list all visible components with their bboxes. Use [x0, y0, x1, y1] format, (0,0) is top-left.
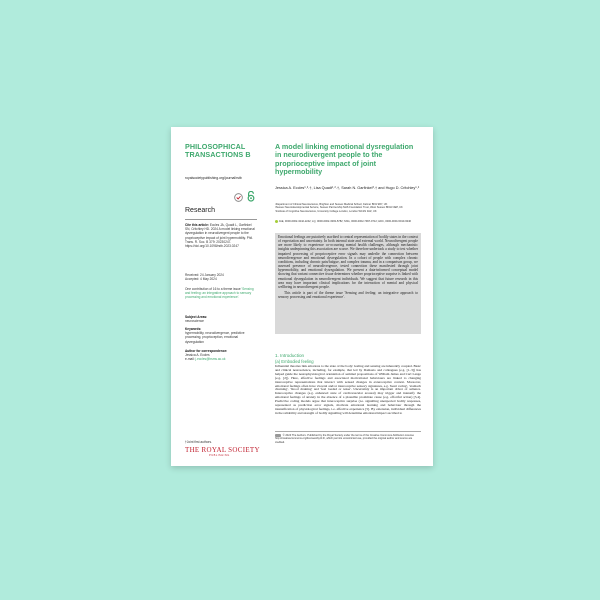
journal-url[interactable]: royalsocietypublishing.org/journal/rstb — [185, 176, 242, 180]
section-type: Research — [185, 207, 215, 214]
journal-title — [185, 143, 257, 159]
license-text: © 2024 The Authors. Published by the Royal Society under the terms of the Creative Commons Attribution License http://creativecommons.org/licenses/by/4.0/, which permits unrestricted use, provided the original author and source are credited. — [275, 434, 414, 444]
author-list: Jessica A. Eccles¹˒²˒†, Lisa Quadt¹˒²˒†, Sarah N. Garfinkel³˒† and Hugo D. Critchley¹˒² — [275, 186, 420, 190]
publisher-logo-sub: PUBLISHING — [209, 454, 230, 457]
correspondence-block — [185, 349, 257, 362]
correspondence-email-row — [185, 357, 257, 361]
section-heading: 1. Introduction — [275, 353, 305, 358]
orcid-icon — [275, 220, 278, 223]
affiliation-3: ³Institute of Cognitive Neuroscience, University College London, London WC1N 3AZ, UK — [275, 209, 377, 213]
theme-issue-link[interactable]: 'Sensing and feeling: an integrative approach to sensory processing and emotional experience'. — [185, 287, 254, 300]
cite-text: Eccles JA, Quadt L, Garfinkel SN, Critchley HD. 2024 A model linking emotional dysregulation in neurodivergent people to the proprioceptive impact of joint hypermobility. Phil. Trans. R. Soc. B 379: 20230247. https://doi.org/10.1098/rstb.2023.0247 — [185, 223, 255, 249]
email-prefix: e-mail: — [185, 357, 195, 362]
affiliations — [275, 203, 423, 213]
received-date: Received: 24 January 2024 — [185, 273, 224, 277]
left-column — [185, 142, 257, 362]
keywords-value: hypermobility, neurodivergence, predictive processing, proprioception, emotional dysregulation — [185, 331, 245, 344]
correspondence-email[interactable]: j.eccles@bsms.ac.uk — [195, 357, 226, 362]
crossmark-icon[interactable] — [234, 193, 243, 202]
license-block — [275, 431, 421, 444]
divider — [185, 219, 257, 220]
article-page — [171, 127, 433, 466]
subsection-heading: (a) Embodied feeling — [275, 359, 314, 364]
orcid-ids[interactable]: JAE, 0000-0002-3242-2242; LQ, 0000-0002-3393-5782; SNG, 0000-0002-7997-9712; HDC, 0000-0001-5910-9346 — [278, 220, 411, 224]
keywords-block — [185, 327, 257, 344]
keywords-label: Keywords: — [185, 327, 202, 331]
subject-value: neuroscience — [185, 319, 204, 324]
contribution-intro: One contribution of 16 to a theme issue — [185, 287, 241, 291]
open-access-icon — [247, 191, 255, 202]
orcid-list — [275, 220, 425, 224]
correspondence-label: Author for correspondence: — [185, 349, 228, 353]
abstract-box — [275, 233, 421, 334]
accepted-date: Accepted: 4 May 2024 — [185, 277, 217, 282]
affiliation-1: ¹Department of Clinical Neuroscience, Brighton and Sussex Medical School, Falmer BN1 9RY, UK — [275, 203, 388, 206]
abstract-theme-note: This article is part of the theme issue 'Sensing and feeling: an integrative approach to sensory processing and emotional experience'. — [278, 290, 418, 299]
affiliation-2: ²Sussex Neurodevelopmental Service, Sussex Partnership NHS Foundation Trust, West Sussex BN13 3EP, UK — [275, 206, 403, 210]
theme-issue-block — [185, 287, 257, 300]
dates-block — [185, 273, 257, 281]
joint-authors-footnote: †Joint first authors. — [185, 440, 212, 444]
cite-label: Cite this article: — [185, 223, 209, 227]
article-title: A model linking emotional dysregulation in neurodivergent people to the proprioceptive impact of joint hypermobility — [275, 142, 414, 177]
subject-block — [185, 315, 257, 323]
abstract-text: Emotional feelings are putatively ascribed to central representation of bodily states in the context of expectation and uncertainty. In both internal state and external world. Neurodivergent people are more likely to experience co-occurring mental health challenges, although mechanistic insights underpinning this association are scarce. We therefore undertook a study to test whether impaired processing of proprioceptive error signals may underlie the connection between neurodivergence and emotional dysregulation. In a cohort of people with complex chronic conditions, including chronic pain/fatigue, and complex trauma, and in a comparison group, we assessed presence of neurodivergence, tested connection these manifested through joint hypermobility, and emotional dysregulation. We present a data-informed conceptual model showing that variant connective tissue determines whether proprioceptive surprise is linked with emotional dysregulation in neurodivergent individuals. We suggest that future research in this area may have important clinical implications for the interaction of mental and physical wellbeing in neurodivergent people. — [278, 235, 418, 289]
journal-title-line-1: PHILOSOPHICAL — [185, 142, 246, 151]
body-text: Influential theories link emotions to the state of the body: feeling and sensing are inherently coupled. Basic and clinical neuroscience, including, for example, that led by Damasio and colleagues (e.g. [1–3]) has helped guide the neurophysiological orientation of seminal propositions of William James and Carl Lange (e.g. [2]). Here, affective feelings and associated motivational behaviours are linked to changing interoceptive representations that interact with sensed changes in exteroceptive context. Moreover, emotional feelings often have visceral and/or interoceptive sensory signatures, e.g. 'heart racing', 'stomach churning', 'blood draining' and 'feel loaded or tense'. Uncertainty is an important driver of salience. Interoceptive changes (e.g. enhanced state of cardiovascular arousal) may trigger and intensify the emotional feelings of anxiety in the absence of a plausible proximate cause (e.g. effortful action) [3,4]. Predictive coding models argue that interoceptive surprise (i.e. signalling unexpected bodily responses, represented as prediction error signals, motivate emotional learning and behaviour through the intensification of physiological feelings, i.e. affective experience [5]. By extension, individual differences in the reliability and strength of bodily signalling will determine emotional impact ascribed to — [275, 365, 421, 415]
citation-block — [185, 223, 257, 248]
publisher-logo: THE ROYAL SOCIETY — [185, 446, 260, 454]
correspondence-name: Jessica A. Eccles — [185, 353, 210, 358]
journal-title-line-2: TRANSACTIONS B — [185, 150, 251, 159]
subject-label: Subject Areas: — [185, 315, 208, 319]
